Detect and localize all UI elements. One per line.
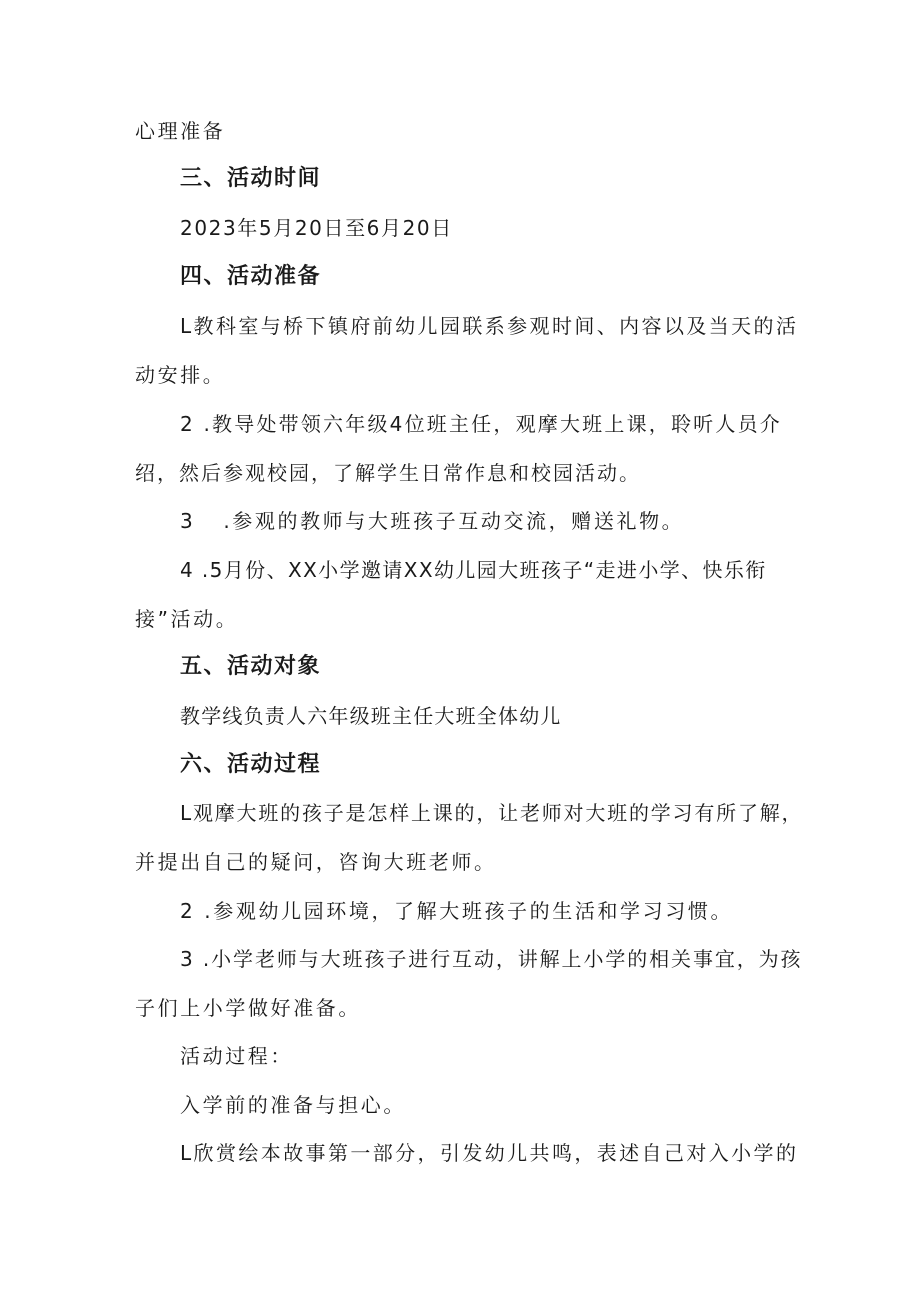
text-line: 入学前的准备与担心。 — [180, 1093, 406, 1117]
text-line: 2 .参观幼儿园环境，了解大班孩子的生活和学习习惯。 — [180, 899, 734, 923]
text-line: 子们上小学做好准备。 — [135, 996, 361, 1020]
text-fragment: 3 — [180, 509, 196, 533]
text-line: 3 .小学老师与大班孩子进行互动，讲解上小学的相关事宜，为孩 — [180, 947, 803, 971]
text-line: L欣赏绘本故事第一部分，引发幼儿共鸣，表述自己对入小学的 — [180, 1141, 799, 1165]
text-line: 绍，然后参观校园，了解学生日常作息和校园活动。 — [135, 461, 641, 485]
list-item-number — [180, 508, 684, 534]
text-line: 动安排。 — [135, 363, 226, 387]
text-line: 心理准备 — [135, 119, 226, 143]
text-line: 接”活动。 — [135, 607, 239, 631]
text-line: 并提出自己的疑问，咨询大班老师。 — [135, 850, 497, 874]
text-line: 教学线负责人六年级班主任大班全体幼儿 — [180, 704, 562, 728]
text-line: L教科室与桥下镇府前幼儿园联系参观时间、内容以及当天的活 — [180, 314, 799, 338]
text-line: 2023年5月20日至6月20日 — [180, 216, 453, 240]
text-line: 4 .5月份、XX小学邀请XX幼儿园大班孩子“走进小学、快乐衔 — [180, 558, 767, 582]
section-heading-process: 六、活动过程 — [180, 752, 322, 777]
section-heading-preparation: 四、活动准备 — [180, 264, 322, 289]
text-line: 2 .教导处带领六年级4位班主任，观摩大班上课，聆听人员介 — [180, 412, 782, 436]
text-fragment: .参观的教师与大班孩子互动交流，赠送礼物。 — [223, 509, 685, 533]
text-line: L观摩大班的孩子是怎样上课的，让老师对大班的学习有所了解， — [180, 801, 804, 825]
section-heading-target: 五、活动对象 — [180, 654, 322, 679]
section-heading-time: 三、活动时间 — [180, 166, 322, 191]
text-line: 活动过程： — [180, 1044, 293, 1068]
